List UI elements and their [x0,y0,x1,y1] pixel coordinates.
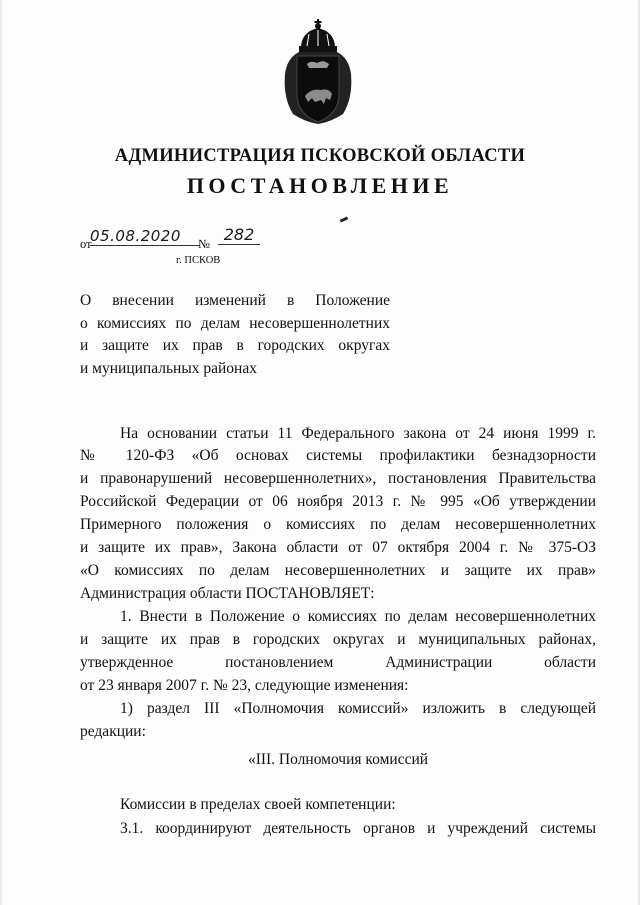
subject-line: и защите их прав в городских округах [80,337,390,354]
body-line: Примерного положения о комиссиях по делам несовершеннолетних [80,516,596,533]
organization-title: АДМИНИСТРАЦИЯ ПСКОВСКОЙ ОБЛАСТИ [114,146,526,166]
body-line: 1. Внести в Положение о комиссиях по делам несовершеннолетних [120,608,596,625]
body-line: На основании статьи 11 Федерального закона от 24 июня 1999 г. [120,425,596,442]
body-line: Российской Федерации от 06 ноября 2013 г. № 995 «Об утверждении [80,493,596,510]
body-line: «О комиссиях по делам несовершеннолетних и защите их прав» [80,562,596,579]
body-line: редакции: [80,723,146,740]
document-subject [80,290,390,380]
subject-line: О внесении изменений в Положение [80,292,390,309]
body-line: и правонарушений несовершеннолетних», постановления Правительства [80,470,596,487]
body-line: и защите их прав в городских округах и муниципальных районах, [80,631,596,648]
document-number: 282 [218,225,260,245]
document-date: 05.08.2020 [90,227,200,246]
date-prefix: от [80,237,92,251]
section-heading: «III. Полномочия комиссий [247,751,429,768]
number-prefix: № [198,237,210,251]
pskov-coat-of-arms-icon [277,18,359,126]
body-line: Администрация области ПОСТАНОВЛЯЕТ: [80,585,375,602]
subject-line: о комиссиях по делам несовершеннолетних [80,314,390,332]
subject-line: и муниципальных районах [80,359,257,377]
body-line: от 23 января 2007 г. № 23, следующие изменения: [80,677,409,694]
body-line: 1) раздел III «Полномочия комиссий» изложить в следующей [120,700,596,717]
body-line: 3.1. координируют деятельность органов и учреждений системы [120,820,596,837]
city-label: г. ПСКОВ [176,255,221,266]
body-line: Комиссии в пределах своей компетенции: [120,796,396,813]
body-line: № 120-ФЗ «Об основах системы профилактики безнадзорности [80,447,596,464]
document-type-title: ПОСТАНОВЛЕНИЕ [186,173,454,198]
body-line: и защите их прав», Закона области от 07 октября 2004 г. № 375-ОЗ [80,539,596,556]
page-edge-shadow [0,0,3,905]
ink-mark [340,216,349,222]
body-line: утвержденное постановлением Администрации области [80,654,596,671]
